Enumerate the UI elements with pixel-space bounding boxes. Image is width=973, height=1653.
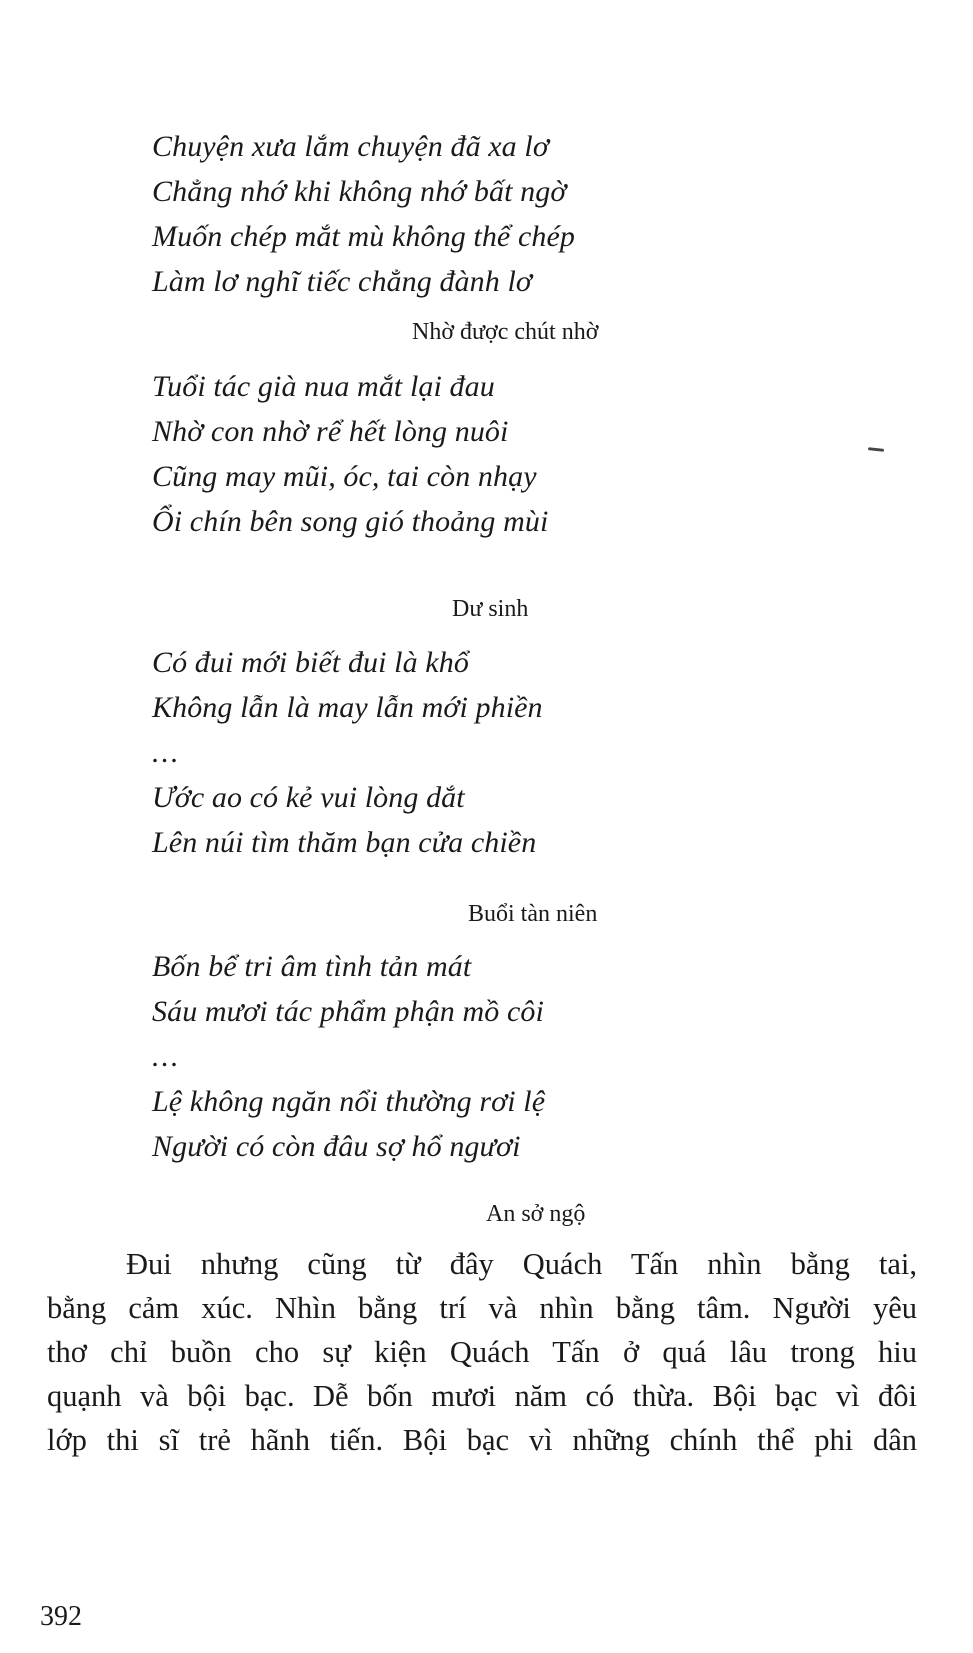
verse-line: Cũng may mũi, óc, tai còn nhạy bbox=[152, 460, 537, 493]
verse-line: Ổi chín bên song gió thoảng mùi bbox=[152, 505, 549, 538]
prose-paragraph bbox=[47, 1242, 917, 1462]
verse-line: Sáu mươi tác phẩm phận mồ côi bbox=[152, 995, 544, 1028]
verse-line: Làm lơ nghĩ tiếc chẳng đành lơ bbox=[152, 265, 532, 298]
verse-line: Tuổi tác già nua mắt lại đau bbox=[152, 370, 495, 403]
prose-line: thơ chỉ buồn cho sự kiện Quách Tấn ở quá lâu trong hiu bbox=[47, 1335, 917, 1369]
verse-line: Ước ao có kẻ vui lòng dắt bbox=[152, 781, 465, 814]
poem-1 bbox=[152, 124, 575, 304]
poem-title: Nhờ được chút nhờ bbox=[412, 319, 599, 345]
verse-line: Lệ không ngăn nổi thường rơi lệ bbox=[152, 1085, 546, 1118]
poem-title: An sở ngộ bbox=[486, 1201, 586, 1227]
page-number: 392 bbox=[40, 1601, 82, 1632]
verse-line: Có đui mới biết đui là khổ bbox=[152, 646, 469, 679]
prose-line: quạnh và bội bạc. Dễ bốn mươi năm có thừa. Bội bạc vì đôi bbox=[47, 1379, 917, 1413]
poem-title: Buổi tàn niên bbox=[468, 901, 598, 927]
verse-ellipsis: ... bbox=[152, 736, 181, 769]
prose-line: Đui nhưng cũng từ đây Quách Tấn nhìn bằng tai, bbox=[126, 1247, 917, 1281]
poem-title: Dư sinh bbox=[452, 596, 529, 622]
poem-3 bbox=[152, 640, 543, 865]
poem-4 bbox=[152, 944, 545, 1169]
poem-2 bbox=[152, 364, 548, 544]
verse-ellipsis: ... bbox=[152, 1040, 181, 1073]
verse-line: Người có còn đâu sợ hổ ngươi bbox=[152, 1130, 521, 1163]
prose-line: lớp thi sĩ trẻ hãnh tiến. Bội bạc vì những chính thể phi dân bbox=[47, 1423, 917, 1457]
verse-line: Lên núi tìm thăm bạn cửa chiền bbox=[152, 826, 537, 859]
verse-line: Chuyện xưa lắm chuyện đã xa lơ bbox=[152, 130, 549, 163]
prose-line: bằng cảm xúc. Nhìn bằng trí và nhìn bằng tâm. Người yêu bbox=[47, 1291, 917, 1325]
scan-speck bbox=[868, 447, 884, 452]
verse-line: Không lẫn là may lẫn mới phiền bbox=[152, 691, 543, 724]
verse-line: Bốn bể tri âm tình tản mát bbox=[152, 950, 472, 983]
verse-line: Nhờ con nhờ rể hết lòng nuôi bbox=[152, 415, 509, 448]
verse-line: Muốn chép mắt mù không thể chép bbox=[152, 220, 575, 253]
verse-line: Chẳng nhớ khi không nhớ bất ngờ bbox=[152, 175, 567, 208]
